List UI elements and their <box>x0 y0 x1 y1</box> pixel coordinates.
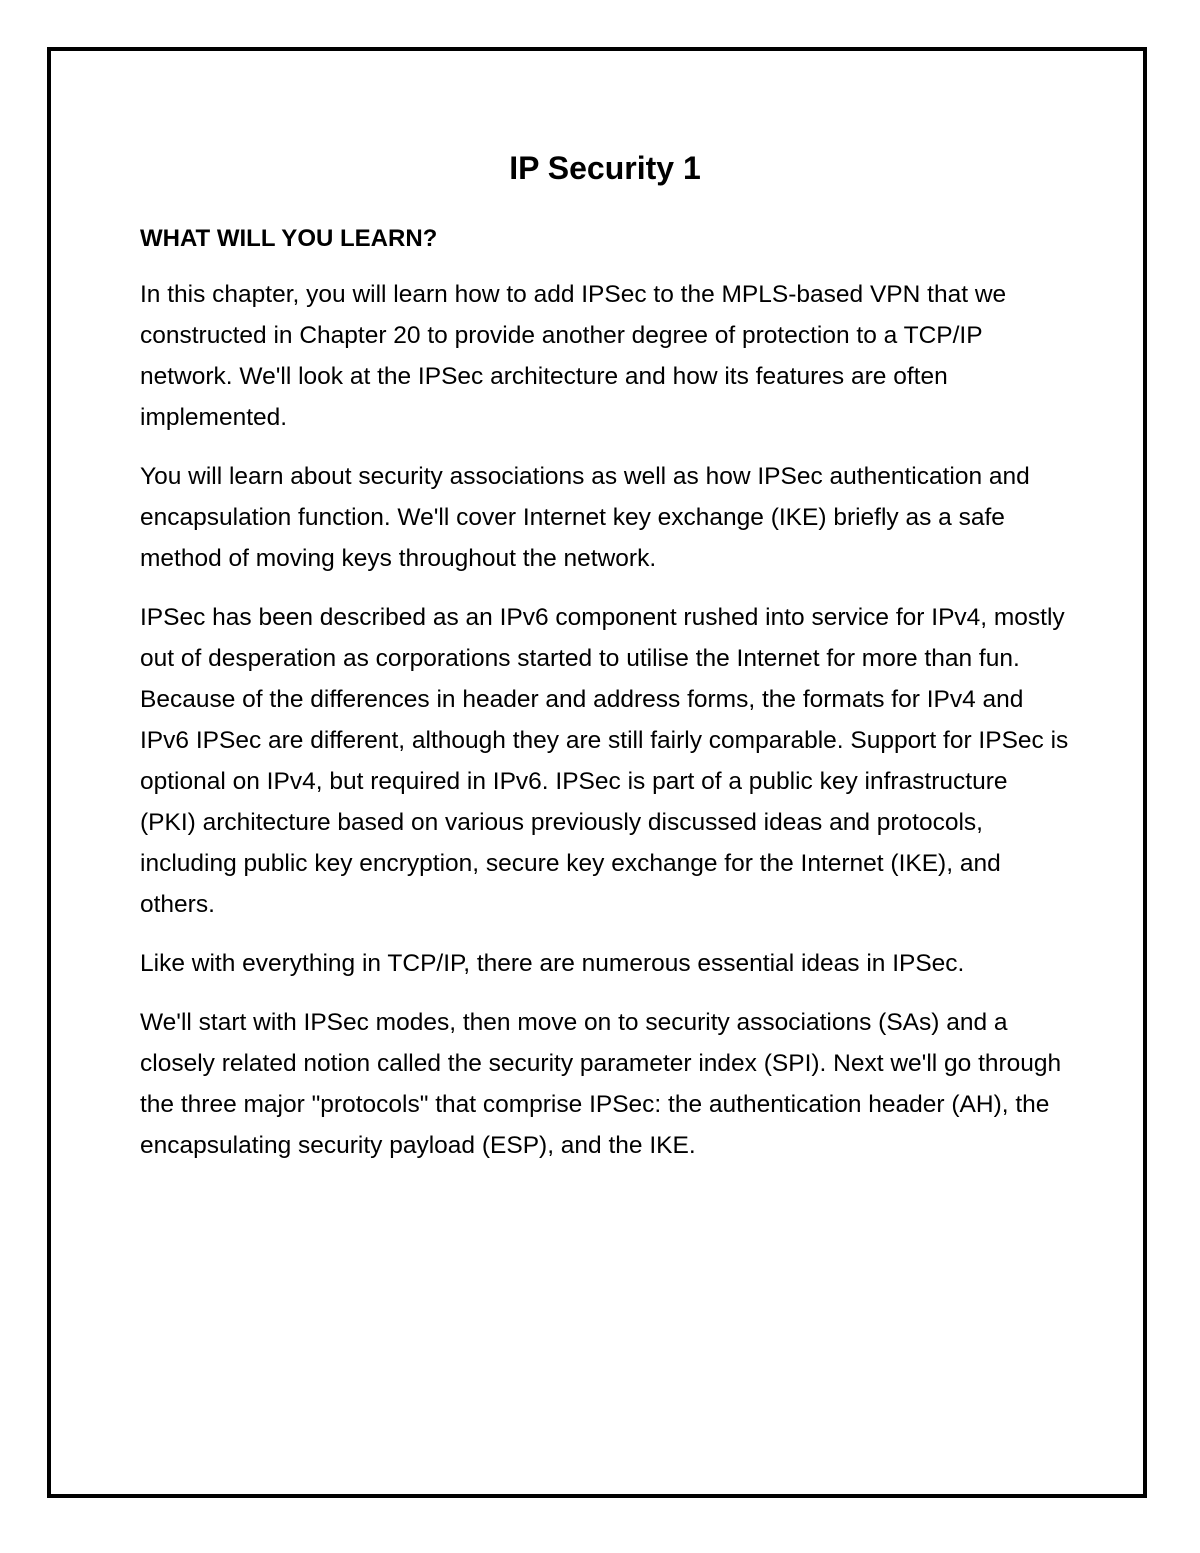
paragraph-security-associations: You will learn about security associations as well as how IPSec authentication and encapsulation function. We'll cover Internet key exchange (IKE) briefly as a safe method of moving keys throughout the network. <box>140 463 1030 572</box>
section-heading: WHAT WILL YOU LEARN? <box>140 225 438 252</box>
document-title: IP Security 1 <box>509 150 701 186</box>
paragraph-outline: We'll start with IPSec modes, then move on to security associations (SAs) and a closely related notion called the security parameter index (SPI). Next we'll go through the three major "protocols" that comprise IPSec: the authentication header (AH), the encapsulating security payload (ESP), and the IKE. <box>140 1009 1062 1159</box>
paragraph-essential-ideas: Like with everything in TCP/IP, there are numerous essential ideas in IPSec. <box>140 950 965 977</box>
paragraph-ipsec-background: IPSec has been described as an IPv6 component rushed into service for IPv4, mostly out of desperation as corporations started to utilise the Internet for more than fun. Because of the differences in header and address forms, the formats for IPv4 and IPv6 IPSec are different, although they are still fairly comparable. Support for IPSec is optional on IPv4, but required in IPv6. IPSec is part of a public key infrastructure (PKI) architecture based on various previously discussed ideas and protocols, including public key encryption, secure key exchange for the Internet (IKE), and others. <box>140 604 1069 918</box>
paragraph-intro: In this chapter, you will learn how to add IPSec to the MPLS-based VPN that we constructed in Chapter 20 to provide another degree of protection to a TCP/IP network. We'll look at the IPSec architecture and how its features are often implemented. <box>140 281 1007 431</box>
document-body <box>140 148 1070 1184</box>
